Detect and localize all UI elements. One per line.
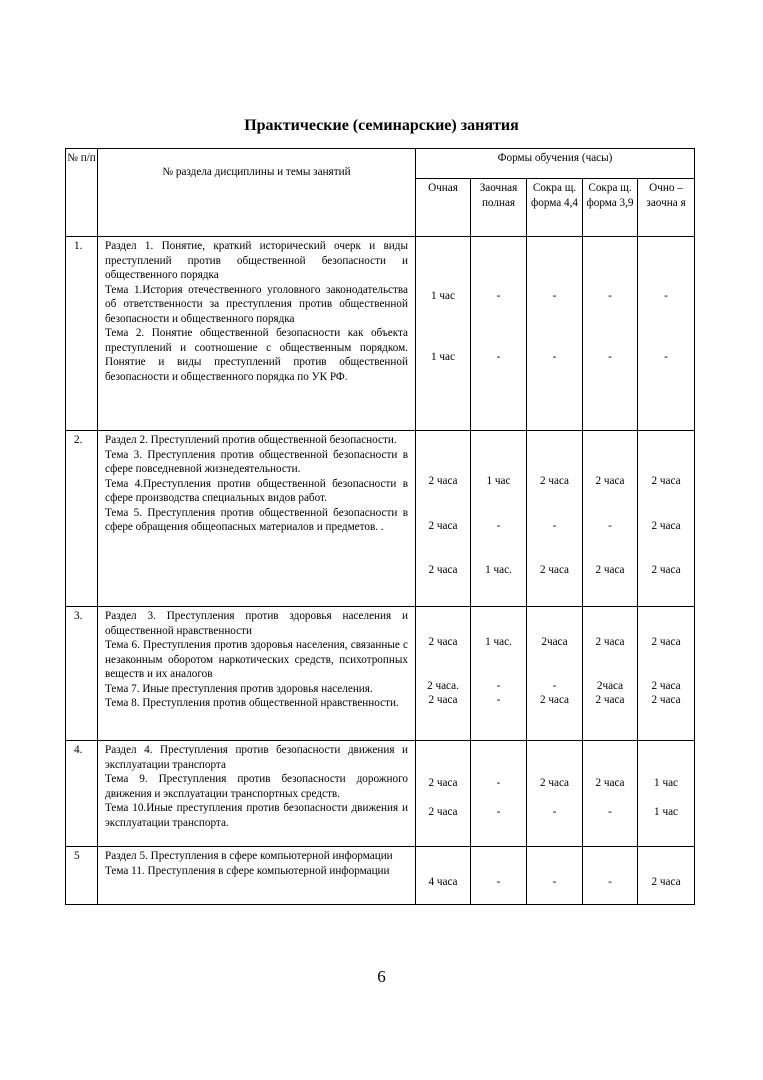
value-cell: 2 часа: [428, 694, 458, 706]
value-cell: -: [608, 876, 612, 888]
practical-classes-table: [65, 148, 695, 905]
row-num: 3.: [66, 607, 98, 741]
value-cell: -: [552, 876, 557, 888]
table-row: [66, 847, 695, 905]
value-cell: -: [496, 805, 501, 818]
value-cell: -: [496, 876, 501, 888]
value-cell: 2 часа: [651, 694, 681, 706]
value-cell: -: [552, 519, 557, 532]
section-heading: Раздел 5. Преступления в сфере компьютерной информации: [105, 850, 393, 862]
value-cell: 2часа: [541, 636, 568, 648]
value-cell: 2 часа: [651, 636, 681, 648]
value-cell: 2 часа: [595, 694, 625, 706]
row-num: 1.: [66, 237, 98, 431]
value-cell: 2 часа: [651, 679, 681, 692]
value-cell: 1 час.: [485, 636, 512, 648]
value-cell: -: [496, 679, 501, 692]
value-cell: -: [552, 679, 557, 692]
table-row: [66, 431, 695, 607]
value-cell: 2 часа: [595, 475, 625, 487]
value-cell: 1 час: [654, 805, 678, 818]
value-cell: -: [608, 350, 612, 363]
header-col-ochno-zaochnaya: Очно – заочна я: [638, 179, 695, 237]
table-row: [66, 237, 695, 431]
value-cell: 4 часа: [428, 876, 458, 888]
page-title: Практические (семинарские) занятия: [244, 117, 519, 134]
topic-text: Тема 8. Преступления против общественной нравственности.: [105, 697, 399, 709]
value-cell: -: [552, 350, 557, 363]
header-col-zaochnaya: Заочная полная: [471, 179, 527, 237]
value-cell: 1 час: [486, 475, 511, 487]
value-cell: 1 час.: [485, 564, 512, 576]
table-row: [66, 741, 695, 847]
value-cell: -: [496, 290, 501, 302]
row-num: 5: [66, 847, 98, 905]
value-cell: 1 час: [431, 290, 455, 302]
header-col-short-39: Сокра щ. форма 3,9: [583, 179, 638, 237]
header-forms: Формы обучения (часы): [416, 149, 695, 179]
value-cell: -: [608, 519, 612, 532]
page-number: 6: [377, 967, 386, 986]
row-num: 4.: [66, 741, 98, 847]
value-cell: 2 часа: [595, 564, 625, 576]
section-heading: Раздел 1. Понятие, краткий исторический очерк и виды преступлений против общественной безопасности и общественного порядка: [105, 240, 408, 281]
value-cell: 2 часа: [539, 475, 570, 487]
topic-text: Тема 7. Иные преступления против здоровья населения.: [105, 682, 373, 695]
value-cell: -: [496, 777, 501, 789]
topic-text: Тема 10.Иные преступления против безопасности движения и эксплуатации транспорта.: [105, 802, 408, 829]
section-heading: Раздел 3. Преступления против здоровья населения и общественной нравственности: [105, 610, 408, 637]
topic-text: Тема 9. Преступления против безопасности дорожного движения и эксплуатации транспортных средств.: [105, 773, 408, 800]
topic-text: Тема 5. Преступления против общественной безопасности в сфере обращения общеопасных материалов и предметов. .: [105, 506, 408, 533]
value-cell: 2 часа: [428, 564, 458, 576]
topic-text: Тема 6. Преступления против здоровья населения, связанные с незаконным оборотом наркотических средств, психотропных веществ и их аналогов: [105, 639, 408, 680]
value-cell: -: [664, 290, 668, 302]
header-col-short-44: Сокра щ. форма 4,4: [527, 179, 583, 237]
value-cell: 2 часа: [428, 805, 458, 818]
value-cell: -: [664, 350, 668, 363]
value-cell: 2 часа: [539, 777, 570, 789]
value-cell: 2 часа: [428, 777, 458, 789]
value-cell: 2 часа: [651, 876, 681, 888]
topic-text: Тема 2. Понятие общественной безопасности как объекта преступлений и соотношение с общественным порядком. Понятие и виды преступлений против общественной безопасности и общественного порядка по УК РФ.: [105, 327, 408, 383]
value-cell: 2 часа: [651, 519, 681, 532]
value-cell: 2 часа: [651, 475, 681, 487]
value-cell: -: [496, 519, 501, 532]
value-cell: 1 час: [431, 350, 455, 363]
value-cell: 2 часа: [595, 636, 625, 648]
value-cell: 2часа: [596, 679, 624, 692]
value-cell: -: [552, 290, 557, 302]
value-cell: 2 часа: [428, 636, 458, 648]
value-cell: 2 часа: [428, 519, 458, 532]
value-cell: 1 час: [654, 777, 678, 789]
value-cell: 2 часа: [651, 564, 681, 576]
value-cell: 2 часа: [539, 564, 570, 576]
value-cell: 2 часа: [595, 777, 625, 789]
topic-text: Тема 1.История отечественного уголовного законодательства об ответственности за преступления против общественной безопасности и общественного порядка: [105, 283, 408, 325]
value-cell: -: [608, 805, 612, 818]
value-cell: 2 часа: [428, 475, 458, 487]
value-cell: -: [608, 290, 612, 302]
topic-text: Тема 4.Преступления против общественной безопасности в сфере производства специальных видов работ.: [105, 477, 408, 504]
table-row: [66, 607, 695, 741]
section-heading: Раздел 4. Преступления против безопасности движения и эксплуатации транспорта: [105, 744, 408, 771]
header-topic: № раздела дисциплины и темы занятий: [98, 149, 416, 237]
value-cell: -: [552, 805, 557, 818]
header-col-ochnaya: Очная: [416, 179, 471, 237]
value-cell: -: [496, 350, 501, 363]
topic-text: Тема 11. Преступления в сфере компьютерной информации: [105, 864, 390, 877]
header-num: № п/п: [66, 149, 98, 237]
value-cell: -: [496, 694, 501, 706]
section-heading: Раздел 2. Преступлений против общественной безопасности.: [105, 434, 397, 446]
row-num: 2.: [66, 431, 98, 607]
topic-text: Тема 3. Преступления против общественной безопасности в сфере повседневной жизнедеятельности.: [105, 448, 408, 475]
value-cell: 2 часа.: [427, 679, 459, 692]
value-cell: 2 часа: [539, 694, 570, 706]
